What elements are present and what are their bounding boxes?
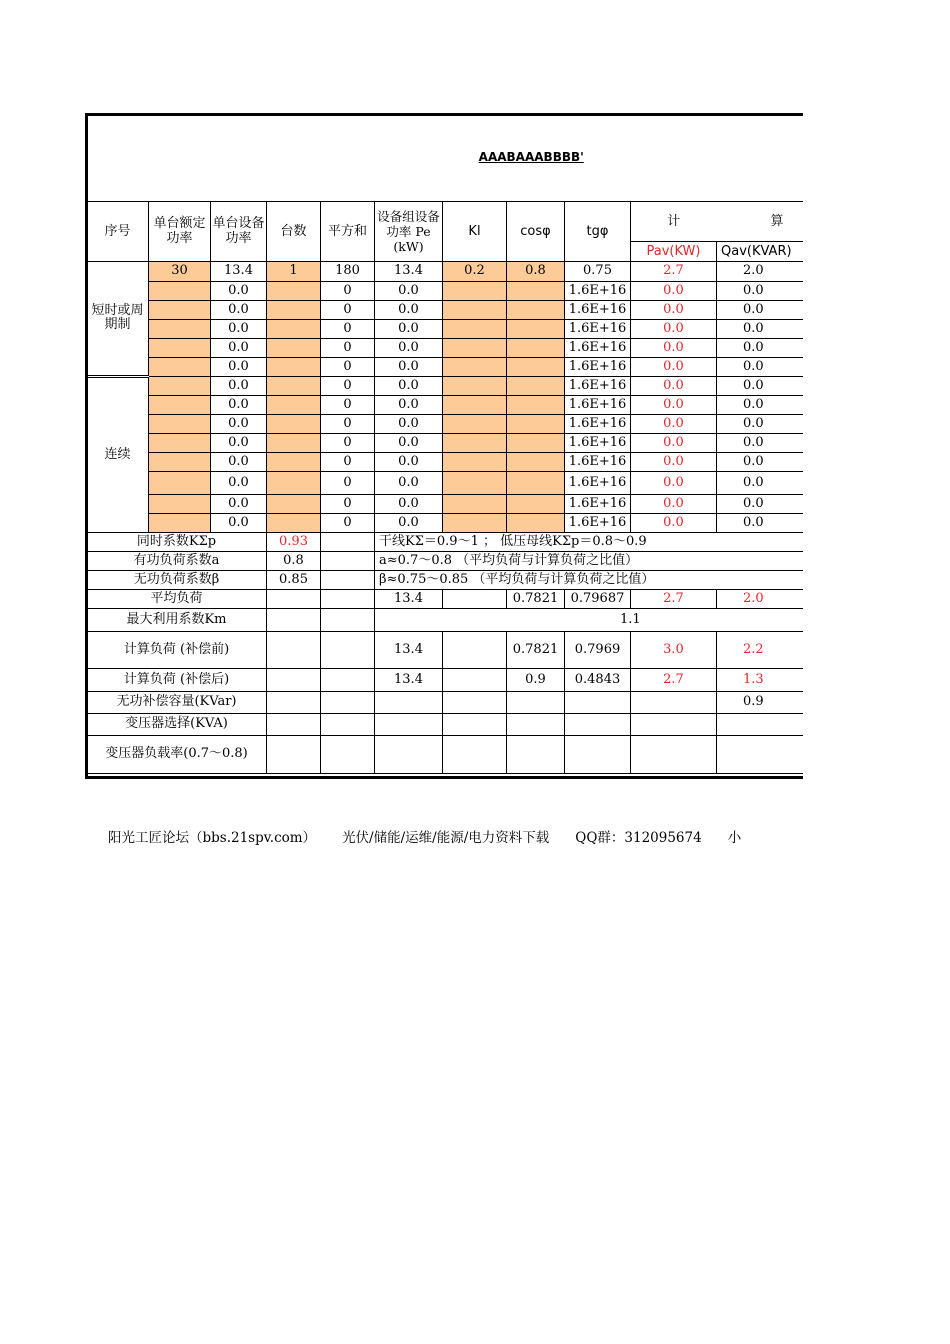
calc-after-label: 计算负荷 (补偿后) [87,668,267,691]
comp-label: 无功补偿容量(KVar) [87,691,267,713]
cell-cos[interactable] [507,494,565,513]
cell-square: 0 [321,376,375,395]
cell-kl[interactable] [443,513,507,532]
table-row [87,376,804,395]
table-bottom-border [85,776,803,779]
calc-after-qav: 1.3 [717,668,804,691]
km-label: 最大利用系数Km [87,608,267,631]
cell-tg: 1.6E+16 [565,357,631,376]
cell-tg: 1.6E+16 [565,376,631,395]
cell-rated[interactable] [149,338,211,357]
table-row [87,532,804,551]
footer-qq: QQ群：312095674 [575,830,702,846]
cell-pe: 0.0 [375,471,443,494]
cell-kl[interactable] [443,357,507,376]
comp-qav: 0.9 [717,691,804,713]
cell-tg: 1.6E+16 [565,414,631,433]
calc-after-tg: 0.4843 [565,668,631,691]
cell-kl[interactable]: 0.2 [443,261,507,281]
hdr-kl: Kl [443,201,507,261]
cell-device: 0.0 [211,281,267,300]
cell-qav: 0.0 [717,452,804,471]
cell-device: 0.0 [211,513,267,532]
cell-count[interactable] [267,281,321,300]
cell-cos[interactable] [507,395,565,414]
cell-device: 0.0 [211,414,267,433]
avg-pav: 2.7 [631,589,717,608]
cell-qav: 0.0 [717,376,804,395]
table-row [87,570,804,589]
table-row [87,261,804,281]
simul-label: 同时系数KΣp [87,532,267,551]
cell-tg: 1.6E+16 [565,513,631,532]
cell-device: 0.0 [211,395,267,414]
table-row [87,414,804,433]
cell-qav: 0.0 [717,494,804,513]
cell-rated[interactable] [149,319,211,338]
active-value[interactable]: 0.8 [267,551,321,570]
cell-pe: 0.0 [375,300,443,319]
cell-rated[interactable] [149,281,211,300]
km-value: 1.1 [375,608,804,631]
cell-cos[interactable] [507,376,565,395]
table-row [87,300,804,319]
cell-square: 0 [321,471,375,494]
calc-before-tg: 0.7969 [565,631,631,668]
hdr-cos: cosφ [507,201,565,261]
cell-cos[interactable] [507,513,565,532]
hdr-pav: Pav(KW) [631,241,717,261]
title-cell [87,114,804,201]
cell-rated[interactable] [149,376,211,395]
cell-pe: 13.4 [375,261,443,281]
table-row [87,338,804,357]
calc-after-pav: 2.7 [631,668,717,691]
table-row [87,471,804,494]
simul-value[interactable]: 0.93 [267,532,321,551]
cell-square: 0 [321,433,375,452]
avg-label: 平均负荷 [87,589,267,608]
cell-kl[interactable] [443,281,507,300]
cell-square: 0 [321,494,375,513]
cell-count[interactable] [267,513,321,532]
cell-pe: 0.0 [375,338,443,357]
cell-rated[interactable] [149,452,211,471]
avg-pe: 13.4 [375,589,443,608]
cell-device: 0.0 [211,471,267,494]
cell-tg: 0.75 [565,261,631,281]
cell-qav: 0.0 [717,300,804,319]
cell-pe: 0.0 [375,513,443,532]
cell-pe: 0.0 [375,395,443,414]
cell-device: 0.0 [211,494,267,513]
active-note: a≈0.7～0.8 （平均负荷与计算负荷之比值） [375,551,804,570]
hdr-calc-left: 计 [631,201,717,241]
cell-cos[interactable] [507,414,565,433]
reactive-label: 无功负荷系数β [87,570,267,589]
cell-tg: 1.6E+16 [565,452,631,471]
cell-square: 180 [321,261,375,281]
active-label: 有功负荷系数a [87,551,267,570]
cell-count[interactable] [267,471,321,494]
reactive-value[interactable]: 0.85 [267,570,321,589]
cell-tg: 1.6E+16 [565,494,631,513]
trans-label: 变压器选择(KVA) [87,713,267,735]
cell-pav: 0.0 [631,414,717,433]
cell-qav: 0.0 [717,281,804,300]
cell-count[interactable]: 1 [267,261,321,281]
cell-kl[interactable] [443,471,507,494]
avg-tg: 0.79687 [565,589,631,608]
cell-cos[interactable]: 0.8 [507,261,565,281]
table-row [87,631,804,668]
cell-count[interactable] [267,357,321,376]
table-row [87,589,804,608]
cell-rated[interactable] [149,357,211,376]
group-cont: 连续 [87,376,149,532]
cell-count[interactable] [267,376,321,395]
cell-kl[interactable] [443,376,507,395]
cell-device: 0.0 [211,357,267,376]
cell-count[interactable] [267,494,321,513]
table-row [87,452,804,471]
cell-pav: 0.0 [631,338,717,357]
calc-before-label: 计算负荷 (补偿前) [87,631,267,668]
cell-rated[interactable] [149,433,211,452]
reactive-note: β≈0.75～0.85 （平均负荷与计算负荷之比值） [375,570,804,589]
cell-cos[interactable] [507,281,565,300]
cell-rated[interactable] [149,494,211,513]
cell-kl[interactable] [443,414,507,433]
cell-pe: 0.0 [375,433,443,452]
cell-device: 0.0 [211,376,267,395]
cell-kl[interactable] [443,395,507,414]
cell-pav: 0.0 [631,452,717,471]
cell-square: 0 [321,414,375,433]
cell-rated[interactable] [149,300,211,319]
footer [108,826,803,846]
cell-cos[interactable] [507,452,565,471]
cell-qav: 0.0 [717,513,804,532]
hdr-tg: tgφ [565,201,631,261]
cell-qav: 0.0 [717,319,804,338]
cell-tg: 1.6E+16 [565,471,631,494]
table-row [87,357,804,376]
cell-rated[interactable] [149,513,211,532]
cell-device: 0.0 [211,300,267,319]
calc-before-qav: 2.2 [717,631,804,668]
hdr-count: 台数 [267,201,321,261]
cell-count[interactable] [267,319,321,338]
cell-pav: 0.0 [631,433,717,452]
cell-tg: 1.6E+16 [565,319,631,338]
cell-pe: 0.0 [375,452,443,471]
footer-topics: 光伏/储能/运维/能源/电力资料下载 [342,830,550,846]
simul-note: 干线KΣ＝0.9～1 ； 低压母线KΣp＝0.8～0.9 [375,532,804,551]
cell-cos[interactable] [507,300,565,319]
cell-pav: 2.7 [631,261,717,281]
cell-count[interactable] [267,433,321,452]
avg-qav: 2.0 [717,589,804,608]
cell-kl[interactable] [443,494,507,513]
cell-kl[interactable] [443,319,507,338]
calc-before-pe: 13.4 [375,631,443,668]
cell-tg: 1.6E+16 [565,395,631,414]
cell-rated[interactable] [149,471,211,494]
cell-tg: 1.6E+16 [565,338,631,357]
cell-kl[interactable] [443,452,507,471]
cell-pav: 0.0 [631,471,717,494]
table-row [87,551,804,570]
cell-tg: 1.6E+16 [565,281,631,300]
hdr-seq: 序号 [87,201,149,261]
hdr-rated-power: 单台额定功率 [149,201,211,261]
hdr-square-sum: 平方和 [321,201,375,261]
cell-count[interactable] [267,338,321,357]
cell-square: 0 [321,300,375,319]
cell-pav: 0.0 [631,376,717,395]
hdr-group-power: 设备组设备功率 Pe (kW) [375,201,443,261]
cell-pav: 0.0 [631,357,717,376]
cell-device: 0.0 [211,319,267,338]
calc-before-pav: 3.0 [631,631,717,668]
cell-pav: 0.0 [631,513,717,532]
table-row [87,319,804,338]
cell-qav: 2.0 [717,261,804,281]
cell-device: 13.4 [211,261,267,281]
cell-pav: 0.0 [631,395,717,414]
table-row [87,494,804,513]
cell-pav: 0.0 [631,494,717,513]
table-row [87,513,804,532]
avg-cos: 0.7821 [507,589,565,608]
cell-square: 0 [321,395,375,414]
cell-rated[interactable] [149,395,211,414]
cell-device: 0.0 [211,452,267,471]
table-row [87,713,804,735]
cell-qav: 0.0 [717,338,804,357]
cell-cos[interactable] [507,471,565,494]
cell-kl[interactable] [443,300,507,319]
cell-square: 0 [321,319,375,338]
cell-qav: 0.0 [717,414,804,433]
table-row [87,668,804,691]
cell-square: 0 [321,513,375,532]
cell-pe: 0.0 [375,357,443,376]
sheet-title: AAABAAABBBB' [478,149,584,164]
cell-pav: 0.0 [631,300,717,319]
cell-qav: 0.0 [717,395,804,414]
cell-pe: 0.0 [375,414,443,433]
group-short: 短时或周期制 [87,261,149,376]
cell-pe: 0.0 [375,376,443,395]
cell-device: 0.0 [211,338,267,357]
cell-qav: 0.0 [717,357,804,376]
cell-pe: 0.0 [375,494,443,513]
load-rate-label: 变压器负载率(0.7～0.8) [87,735,267,773]
table-row [87,608,804,631]
cell-pav: 0.0 [631,281,717,300]
cell-cos[interactable] [507,338,565,357]
table-row [87,395,804,414]
footer-tail: 小 [727,830,742,846]
cell-square: 0 [321,452,375,471]
cell-pe: 0.0 [375,319,443,338]
cell-count[interactable] [267,395,321,414]
table-row [87,433,804,452]
cell-qav: 0.0 [717,471,804,494]
cell-count[interactable] [267,452,321,471]
cell-kl[interactable] [443,338,507,357]
cell-cos[interactable] [507,357,565,376]
hdr-calc-right: 算 [717,201,804,241]
cell-rated[interactable]: 30 [149,261,211,281]
cell-rated[interactable] [149,414,211,433]
cell-cos[interactable] [507,319,565,338]
calc-before-cos: 0.7821 [507,631,565,668]
calc-after-pe: 13.4 [375,668,443,691]
cell-square: 0 [321,357,375,376]
cell-square: 0 [321,338,375,357]
cell-pav: 0.0 [631,319,717,338]
cell-qav: 0.0 [717,433,804,452]
footer-site[interactable]: 阳光工匠论坛（bbs.21spv.com） [108,830,317,846]
cell-tg: 1.6E+16 [565,433,631,452]
spreadsheet [86,114,803,778]
table-row [87,735,804,773]
cell-cos[interactable] [507,433,565,452]
table-row [87,281,804,300]
calc-after-cos: 0.9 [507,668,565,691]
hdr-device-power: 单台设备功率 [211,201,267,261]
cell-tg: 1.6E+16 [565,300,631,319]
cell-pe: 0.0 [375,281,443,300]
cell-kl[interactable] [443,433,507,452]
load-calc-table [86,114,803,774]
cell-device: 0.0 [211,433,267,452]
cell-count[interactable] [267,414,321,433]
table-row [87,691,804,713]
cell-count[interactable] [267,300,321,319]
cell-square: 0 [321,281,375,300]
hdr-qav: Qav(KVAR) [717,241,804,261]
